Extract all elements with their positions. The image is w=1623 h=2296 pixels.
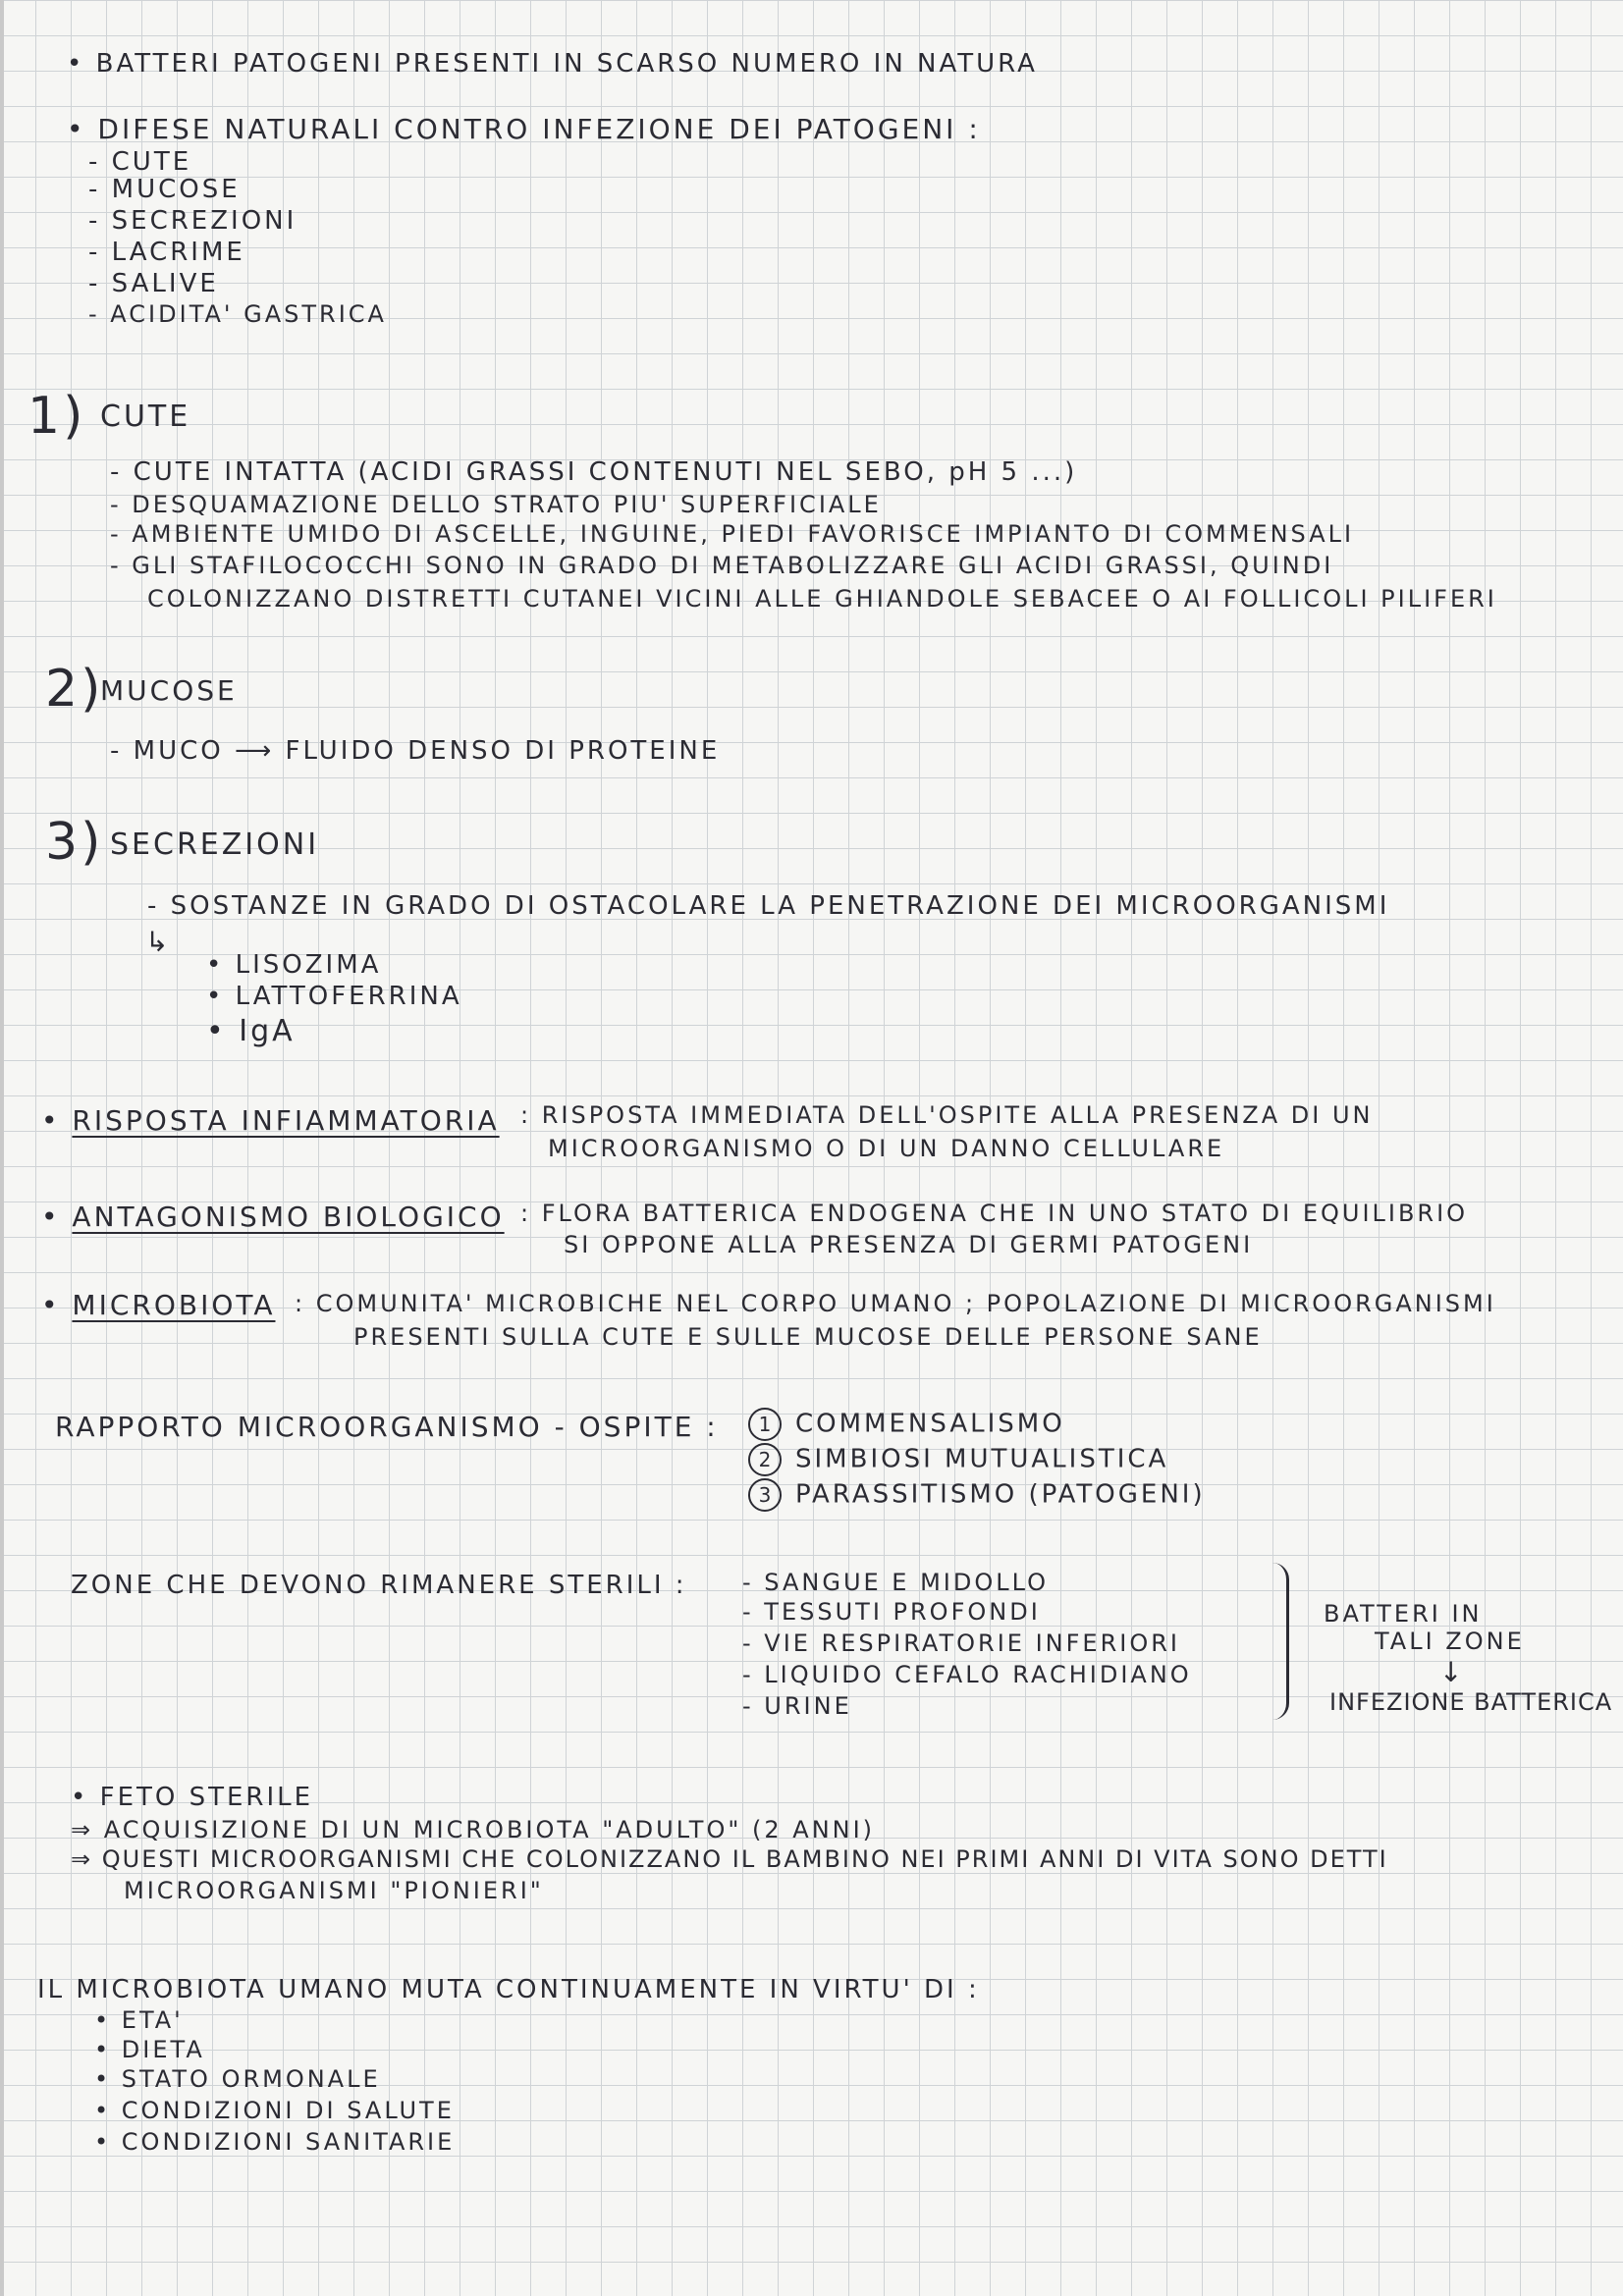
rapporto-label: RAPPORTO MICROORGANISMO - OSPITE :	[55, 1411, 719, 1443]
page-edge	[0, 0, 4, 2296]
intro-bullet-1: • BATTERI PATOGENI PRESENTI IN SCARSO NUMERO IN NATURA	[67, 49, 1038, 79]
feto-line-cont: MICROORGANISMI "PIONIERI"	[124, 1877, 544, 1904]
section-1-title: CUTE	[100, 400, 191, 434]
cute-line: - CUTE INTATTA (ACIDI GRASSI CONTENUTI NEL SEBO, pH 5 ...)	[110, 457, 1078, 487]
muco-line: - MUCO ⟶ FLUIDO DENSO DI PROTEINE	[110, 736, 721, 766]
brace	[1272, 1563, 1289, 1720]
muta-item: • DIETA	[94, 2036, 205, 2063]
defense-item: - ACIDITA' GASTRICA	[88, 300, 387, 328]
microbiota-def: : COMUNITA' MICROBICHE NEL CORPO UMANO ; POPOLAZIONE DI MICROORGANISMI	[295, 1290, 1496, 1317]
defenses-title: • DIFESE NATURALI CONTRO INFEZIONE DEI PATOGENI :	[67, 113, 981, 145]
defense-item: - MUCOSE	[88, 175, 241, 204]
rapporto-item: 3 PARASSITISMO (PATOGENI)	[748, 1478, 1206, 1512]
curved-arrow-icon: ↳	[145, 926, 172, 958]
section-1-number: 1)	[27, 387, 86, 446]
section-2-number: 2)	[45, 660, 104, 719]
secrezioni-line: - SOSTANZE IN GRADO DI OSTACOLARE LA PENETRAZIONE DEI MICROORGANISMI	[147, 891, 1390, 921]
cute-line: - GLI STAFILOCOCCHI SONO IN GRADO DI METABOLIZZARE GLI ACIDI GRASSI, QUINDI	[110, 552, 1334, 579]
muta-item: • CONDIZIONI SANITARIE	[94, 2128, 456, 2156]
zone-label: ZONE CHE DEVONO RIMANERE STERILI :	[71, 1571, 687, 1600]
cute-line-cont: COLONIZZANO DISTRETTI CUTANEI VICINI ALLE GHIANDOLE SEBACEE O AI FOLLICOLI PILIFERI	[147, 585, 1497, 613]
zone-note: INFEZIONE BATTERICA	[1329, 1688, 1613, 1716]
antagonismo-def-cont: SI OPPONE ALLA PRESENZA DI GERMI PATOGENI	[564, 1231, 1254, 1258]
zone-note: TALI ZONE	[1375, 1628, 1525, 1655]
feto-line: ⇒ ACQUISIZIONE DI UN MICROBIOTA "ADULTO" (2 ANNI)	[71, 1816, 876, 1843]
cute-line: - DESQUAMAZIONE DELLO STRATO PIU' SUPERFICIALE	[110, 491, 882, 518]
defense-item: - SECREZIONI	[88, 206, 298, 236]
defense-item: - LACRIME	[88, 238, 245, 267]
muta-item: • STATO ORMONALE	[94, 2065, 381, 2093]
microbiota-term: • MICROBIOTA	[41, 1289, 276, 1321]
section-3-number: 3)	[45, 813, 104, 872]
risposta-def-cont: MICROORGANISMO O DI UN DANNO CELLULARE	[548, 1135, 1225, 1162]
zone-item: - VIE RESPIRATORIE INFERIORI	[742, 1629, 1180, 1657]
muta-title: IL MICROBIOTA UMANO MUTA CONTINUAMENTE IN VIRTU' DI :	[37, 1975, 980, 2004]
feto-title: • FETO STERILE	[71, 1783, 314, 1812]
microbiota-def-cont: PRESENTI SULLA CUTE E SULLE MUCOSE DELLE PERSONE SANE	[353, 1323, 1263, 1351]
defense-item: - SALIVE	[88, 269, 219, 298]
section-2-title: MUCOSE	[100, 674, 238, 707]
feto-line: ⇒ QUESTI MICROORGANISMI CHE COLONIZZANO IL BAMBINO NEI PRIMI ANNI DI VITA SONO DETTI	[71, 1845, 1388, 1873]
zone-item: - LIQUIDO CEFALO RACHIDIANO	[742, 1661, 1192, 1688]
secrezioni-item: • LISOZIMA	[206, 950, 382, 980]
muta-item: • ETA'	[94, 2006, 184, 2034]
down-arrow-icon: ↓	[1439, 1656, 1466, 1688]
zone-item: - TESSUTI PROFONDI	[742, 1598, 1041, 1626]
cute-line: - AMBIENTE UMIDO DI ASCELLE, INGUINE, PIEDI FAVORISCE IMPIANTO DI COMMENSALI	[110, 520, 1355, 548]
risposta-def: : RISPOSTA IMMEDIATA DELL'OSPITE ALLA PRESENZA DI UN	[520, 1101, 1374, 1129]
secrezioni-item: • LATTOFERRINA	[206, 982, 462, 1011]
muta-item: • CONDIZIONI DI SALUTE	[94, 2097, 455, 2124]
rapporto-item: 2 SIMBIOSI MUTUALISTICA	[748, 1443, 1168, 1476]
secrezioni-item: • IgA	[206, 1014, 296, 1048]
rapporto-item: 1 COMMENSALISMO	[748, 1408, 1065, 1441]
defense-item: - CUTE	[88, 147, 192, 177]
zone-note: BATTERI IN	[1324, 1600, 1483, 1628]
antagonismo-def: : FLORA BATTERICA ENDOGENA CHE IN UNO STATO DI EQUILIBRIO	[520, 1200, 1469, 1227]
risposta-term: • RISPOSTA INFIAMMATORIA	[41, 1104, 500, 1137]
section-3-title: SECREZIONI	[110, 828, 320, 862]
antagonismo-term: • ANTAGONISMO BIOLOGICO	[41, 1201, 505, 1233]
zone-item: - URINE	[742, 1692, 852, 1720]
zone-item: - SANGUE E MIDOLLO	[742, 1569, 1050, 1596]
